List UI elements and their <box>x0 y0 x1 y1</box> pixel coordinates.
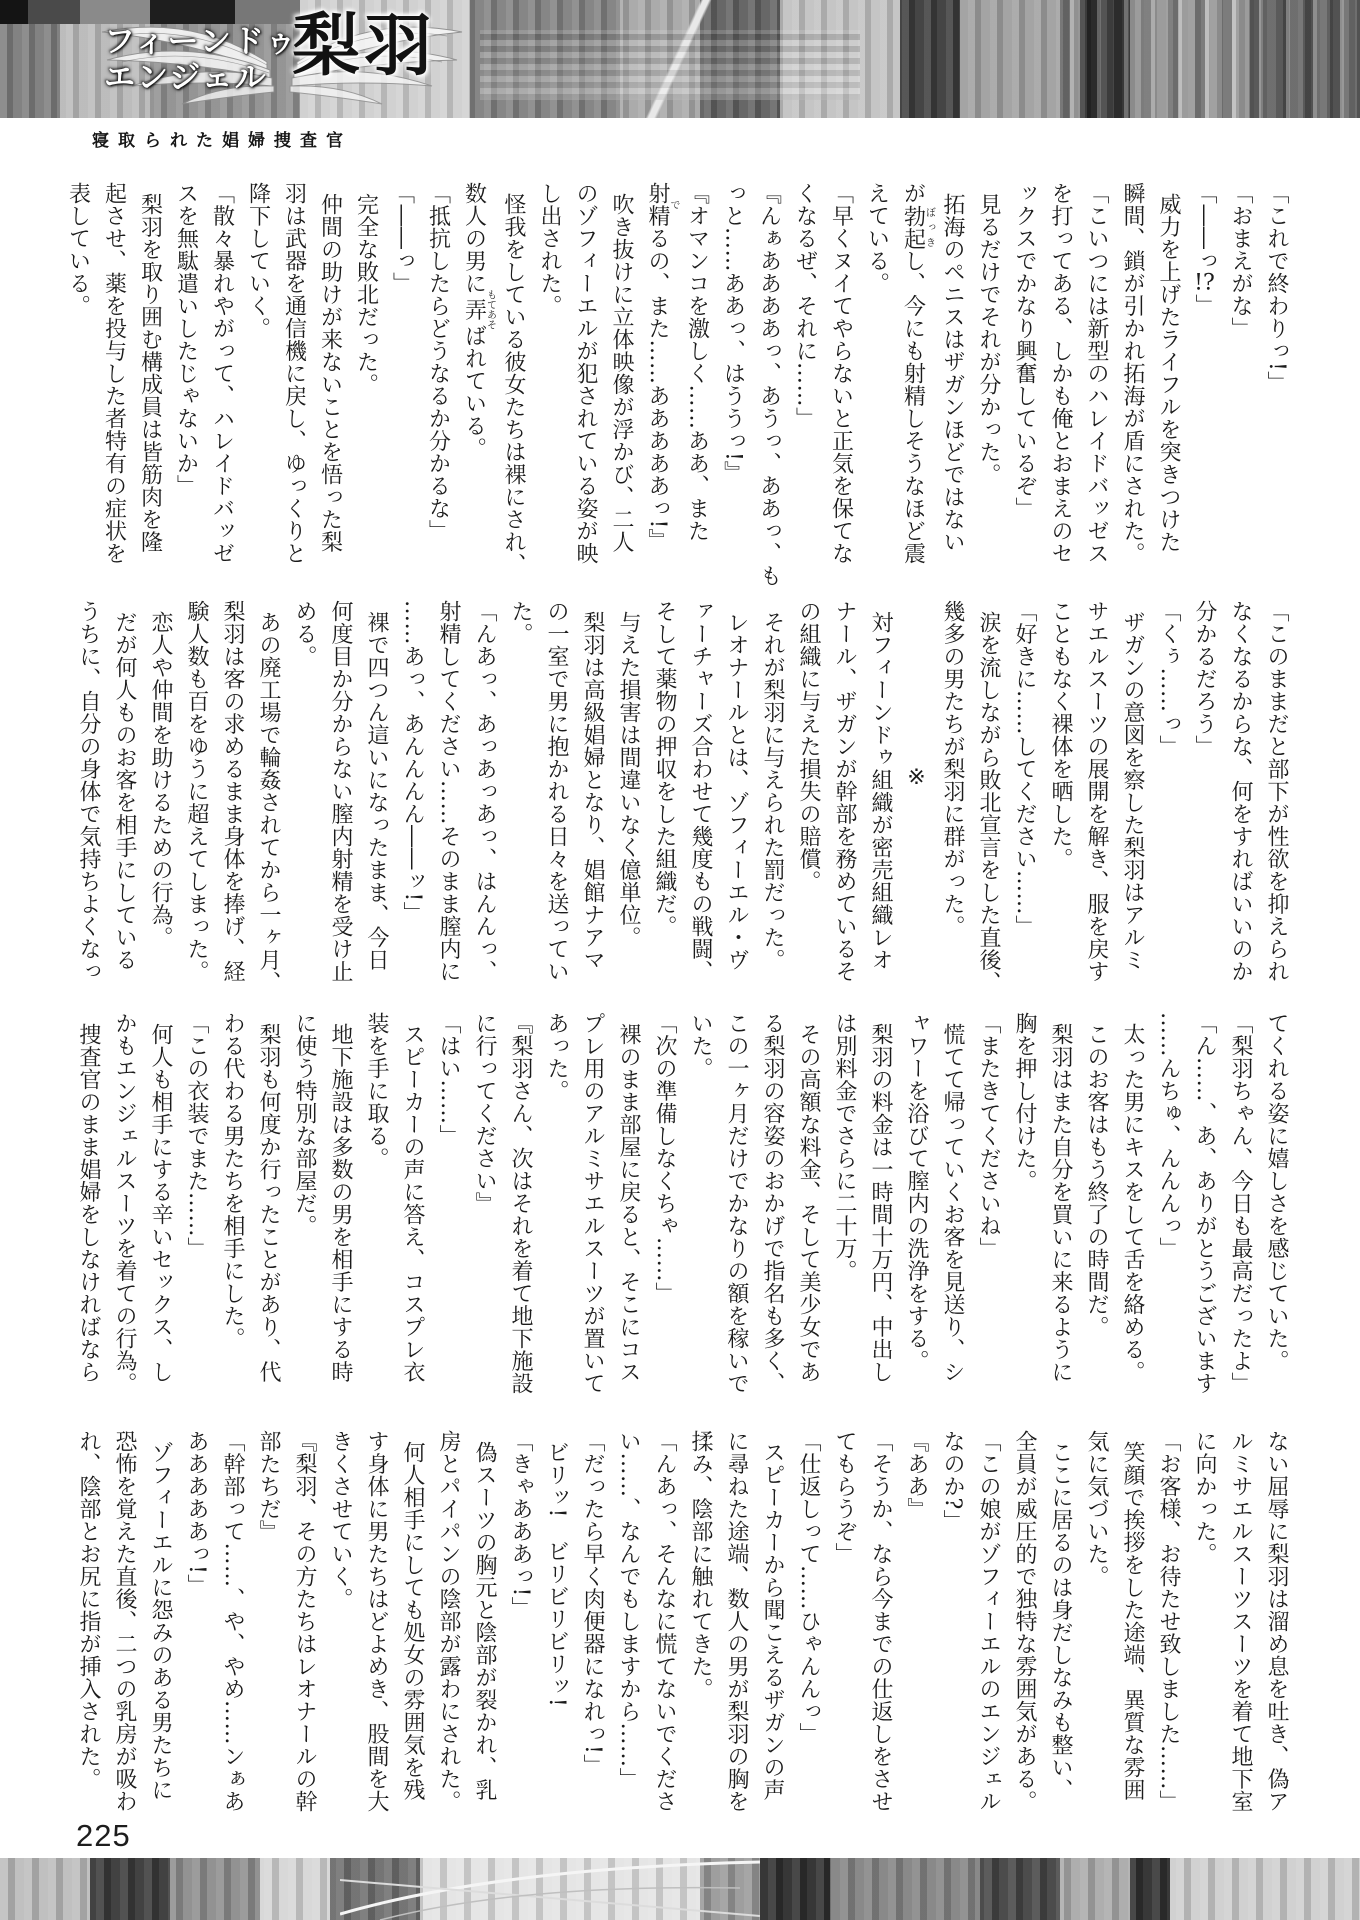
logo-title: 梨羽 <box>292 6 437 86</box>
text-column: 「お客様、お待たせ致しました……」 <box>1156 1430 1181 1813</box>
text-column: 裸のまま部屋に戻ると、そこにコス <box>616 1023 641 1383</box>
text-column: は別料金でさらに二十万。 <box>832 1012 857 1282</box>
text-column: 吹き抜けに立体映像が浮かび、二人 <box>609 193 634 553</box>
text-column: 「んあっ、そんなに慌てないでくださ <box>652 1430 677 1813</box>
text-column: 仲間の助けが来ないことを悟った梨 <box>317 193 343 553</box>
text-column: ァーチャーズ合わせて幾度もの戦闘、 <box>688 600 713 983</box>
text-column: 起させ、薬を投与した者特有の症状を <box>101 182 127 565</box>
text-column: 「抵抗したらどうなるか分かるな」 <box>425 182 451 542</box>
text-column: 『オマンコを激しく……ああ、また <box>684 182 710 542</box>
text-column: ※ <box>904 765 929 791</box>
text-column: このお客はもう終了の時間だ。 <box>1084 1023 1109 1338</box>
text-column: 拓海のペニスはザガンほどではない <box>940 193 965 553</box>
text-column: 恋人や仲間を助けるための行為。 <box>148 611 173 949</box>
text-column: 胸を押し付けた。 <box>1012 1012 1037 1192</box>
text-column: る梨羽の容姿のおかげで指名も多く、 <box>760 1012 785 1395</box>
text-column: その高額な料金、そして美少女であ <box>796 1023 821 1383</box>
text-column: 『梨羽さん、次はそれを着て地下施設 <box>508 1012 533 1395</box>
text-column: 「きゃあああっ!」 <box>508 1430 533 1620</box>
text-column: 「――っ!?」 <box>1192 182 1217 317</box>
text-column: 気に気づいた。 <box>1084 1430 1109 1588</box>
text-column: っと……ああっ、はううっ!』 <box>720 182 746 484</box>
text-column: 「またきてくださいね」 <box>976 1012 1001 1260</box>
footer-collage-banner <box>0 1858 1360 1920</box>
text-column: 見るだけでそれが分かった。 <box>976 193 1001 486</box>
text-column: いた。 <box>688 1012 713 1080</box>
text-column: てくれる姿に嬉しさを感じていた。 <box>1264 1012 1289 1372</box>
text-column: うちに、自分の身体で気持ちよくなっ <box>76 600 101 983</box>
text-column: 「だったら早く肉便器になれっ!」 <box>580 1430 605 1777</box>
text-column: 「この衣装でまた……」 <box>184 1012 209 1260</box>
text-column: 射精してください……そのまま膣内に <box>436 600 461 983</box>
text-column: ビリッ! ビリビリビリッ! <box>544 1441 569 1708</box>
text-column: 「この娘がゾフィーエルのエンジェル <box>976 1430 1001 1813</box>
text-column: 部たちだ』 <box>256 1430 281 1543</box>
text-column: 幾多の男たちが梨羽に群がった。 <box>940 600 965 938</box>
text-column: あった。 <box>544 1012 569 1102</box>
text-column: 降下していく。 <box>245 182 271 340</box>
text-column: 「好きに……してください……」 <box>1012 600 1037 938</box>
text-column: た。 <box>508 600 533 645</box>
text-column: スを無駄遣いしたじゃないか」 <box>173 182 199 497</box>
text-column: 地下施設は多数の男を相手にする時 <box>328 1023 353 1383</box>
page-number: 225 <box>76 1818 131 1853</box>
text-column: 笑顔で挨拶をした途端、異質な雰囲 <box>1120 1441 1145 1801</box>
text-column: ……あっ、あんんんん――ッ!」 <box>400 600 425 925</box>
text-column: ゾフィーエルに怨みのある男たちに <box>148 1441 173 1801</box>
text-column: 捜査官のまま娼婦をしなければなら <box>76 1023 101 1383</box>
text-column: それが梨羽に与えられた罰だった。 <box>760 611 785 971</box>
text-column: 房とパイパンの陰部が露わにされた。 <box>436 1430 461 1813</box>
text-column: に向かった。 <box>1192 1430 1217 1565</box>
book-subtitle: 寝取られた娼婦捜査官 <box>92 131 352 151</box>
text-column: 「これで終わりっ!」 <box>1264 182 1289 394</box>
text-column: が勃起ぼっきし、今にも射精しそうなほど震 <box>900 182 935 565</box>
text-column: 『梨羽、その方たちはレオナールの幹 <box>292 1430 317 1813</box>
text-column: レオナールとは、ゾフィーエル・ヴ <box>724 611 749 971</box>
text-column: し出された。 <box>537 182 562 317</box>
text-column: きくさせていく。 <box>328 1430 353 1610</box>
text-band-4 <box>70 1430 1294 1828</box>
text-column: 揉み、陰部に触れてきた。 <box>688 1430 713 1700</box>
text-column: 「はい……」 <box>436 1012 461 1147</box>
text-column: ャワーを浴びて膣内の洗浄をする。 <box>904 1012 929 1372</box>
header-collage-banner <box>0 0 1360 118</box>
text-column: 恐怖を覚えた直後、二つの乳房が吸わ <box>112 1430 137 1813</box>
text-column: める。 <box>292 600 317 668</box>
text-column: あの廃工場で輪姦されてから一ヶ月、 <box>256 611 281 994</box>
text-column: の一室で男に抱かれる日々を送ってい <box>544 600 569 983</box>
text-column: 「――っ」 <box>389 182 415 295</box>
text-column: かもエンジェルスーツを着ての行為。 <box>112 1012 137 1395</box>
text-column: 『ああ』 <box>904 1430 929 1520</box>
text-column: スピーカーの声に答え、コスプレ衣 <box>400 1023 425 1383</box>
text-column: の組織に与えた損失の賠償。 <box>796 600 821 893</box>
text-column: なくなるからな、何をすればいいのか <box>1228 600 1253 983</box>
text-column: てもらうぞ」 <box>832 1430 857 1565</box>
text-column: す身体に男たちはどよめき、股間を大 <box>364 1430 389 1813</box>
text-band-2 <box>70 600 1294 998</box>
text-column: 「おまえがな」 <box>1228 182 1253 340</box>
text-column: 裸で四つん這いになったまま、今日 <box>364 611 389 971</box>
text-column: ナール、ザガンが幹部を務めているそ <box>832 600 857 983</box>
text-column: 『んぁああああっ、あうっ、ああっ、も <box>756 182 782 587</box>
text-column: い……、なんでもしますから……」 <box>616 1430 641 1790</box>
text-column: こともなく裸体を晒した。 <box>1048 600 1073 870</box>
text-column: 瞬間、鎖が引かれ拓海が盾にされた。 <box>1120 182 1145 565</box>
text-column: 射精でるの、また……あああああっ!』 <box>645 182 679 552</box>
text-column: 梨羽も何度か行ったことがあり、代 <box>256 1023 281 1383</box>
text-column: 装を手に取る。 <box>364 1012 389 1170</box>
logo-line2: エンジェル <box>104 60 268 95</box>
text-column: 「幹部って……、や、やめ……ンぁあ <box>220 1430 245 1813</box>
text-column: ……んちゅ、んんんっ」 <box>1156 1012 1181 1260</box>
logo-line1: フィーンドゥ <box>104 24 299 59</box>
text-band-1 <box>60 182 1295 587</box>
text-column: 何人相手にしても処女の雰囲気を残 <box>400 1441 425 1801</box>
text-column: 「早くヌイてやらないと正気を保てな <box>828 182 854 565</box>
text-column: 「次の準備しなくちゃ……」 <box>652 1012 677 1305</box>
text-column: そして薬物の押収をした組織だ。 <box>652 600 677 938</box>
text-column: 「散々暴れやがって、ハレイドバッゼ <box>209 182 235 565</box>
text-column: 「んあっ、あっあっあっ、はんんっ、 <box>472 600 497 983</box>
swoosh-lines-graphic <box>340 1858 760 1920</box>
text-column: この一ヶ月だけでかなりの額を稼いで <box>724 1012 749 1395</box>
text-column: 怪我をしている彼女たちは裸にされ、 <box>501 193 526 576</box>
text-column: 対フィーンドゥ組織が密売組織レオ <box>868 611 893 971</box>
text-column: 太った男にキスをして舌を絡める。 <box>1120 1023 1145 1383</box>
text-column: 表している。 <box>65 182 91 317</box>
text-column: 何度目か分からない膣内射精を受け止 <box>328 600 353 983</box>
text-column: れ、陰部とお尻に指が挿入された。 <box>76 1430 101 1790</box>
text-column: プレ用のアルミサエルスーツが置いて <box>580 1012 605 1395</box>
text-column: 数人の男に弄もてあそばれている。 <box>461 182 496 460</box>
text-column: 梨羽の料金は一時間十万円、中出し <box>868 1023 893 1383</box>
text-column: えている。 <box>864 182 890 295</box>
text-column: あああああっ!」 <box>184 1430 209 1597</box>
text-column: 「ん……、あ、ありがとうございます <box>1192 1012 1217 1395</box>
text-column: 「こいつには新型のハレイドバッゼス <box>1084 182 1109 565</box>
text-column: 「このままだと部下が性欲を抑えられ <box>1264 600 1289 983</box>
text-column: なのか?」 <box>940 1430 965 1533</box>
text-column: 威力を上げたライフルを突きつけた <box>1156 193 1181 553</box>
text-column: だが何人ものお客を相手にしている <box>112 611 137 971</box>
text-column: のゾフィーエルが犯されている姿が映 <box>573 182 598 565</box>
text-column: 分かるだろう」 <box>1192 600 1217 758</box>
text-column: ルミサエルスーツスーツを着て地下室 <box>1228 1430 1253 1813</box>
text-column: ない屈辱に梨羽は溜め息を吐き、偽ア <box>1264 1430 1289 1813</box>
text-column: くなるぜ、それに……」 <box>792 182 818 430</box>
text-column: スピーカーから聞こえるザガンの声 <box>760 1441 785 1801</box>
text-column: 「くぅ……っ」 <box>1156 600 1181 758</box>
text-column: ックスでかなり興奮しているぞ」 <box>1012 182 1037 520</box>
text-column: 羽は武器を通信機に戻し、ゆっくりと <box>281 182 307 565</box>
text-column: 「そうか、なら今までの仕返しをさせ <box>868 1430 893 1813</box>
text-column: 梨羽を取り囲む構成員は皆筋肉を隆 <box>137 193 163 553</box>
text-column: ここに居るのは身だしなみも整い、 <box>1048 1441 1073 1801</box>
text-column: 「仕返しって……ひゃんんっ」 <box>796 1430 821 1745</box>
text-column: 梨羽はまた自分を買いに来るように <box>1048 1023 1073 1383</box>
text-column: 全員が威圧的で独特な雰囲気がある。 <box>1012 1430 1037 1813</box>
text-column: 涙を流しながら敗北宣言をした直後、 <box>976 611 1001 994</box>
text-column: ザガンの意図を察した梨羽はアルミ <box>1120 611 1145 971</box>
text-column: を打ってある、しかも俺とおまえのセ <box>1048 182 1073 565</box>
text-column: 験人数も百をゆうに超えてしまった。 <box>184 600 209 983</box>
text-column: に使う特別な部屋だ。 <box>292 1012 317 1237</box>
text-column: 梨羽は客の求めるまま身体を捧げ、経 <box>220 600 245 983</box>
text-column: 与えた損害は間違いなく億単位。 <box>616 611 641 949</box>
text-column: サエルスーツの展開を解き、服を戻す <box>1084 600 1109 983</box>
text-column: 何人も相手にする辛いセックス、し <box>148 1023 173 1383</box>
text-column: に尋ねた途端、数人の男が梨羽の胸を <box>724 1430 749 1813</box>
text-column: に行ってください』 <box>472 1012 497 1215</box>
text-column: 梨羽は高級娼婦となり、娼館ナアマ <box>580 611 605 971</box>
text-column: 完全な敗北だった。 <box>353 193 379 396</box>
text-column: わる代わる男たちを相手にした。 <box>220 1012 245 1350</box>
text-column: 慌てて帰っていくお客を見送り、シ <box>940 1023 965 1383</box>
text-band-3 <box>70 1012 1294 1410</box>
text-column: 偽スーツの胸元と陰部が裂かれ、乳 <box>472 1441 497 1801</box>
text-column: 「梨羽ちゃん、今日も最高だったよ」 <box>1228 1012 1253 1395</box>
